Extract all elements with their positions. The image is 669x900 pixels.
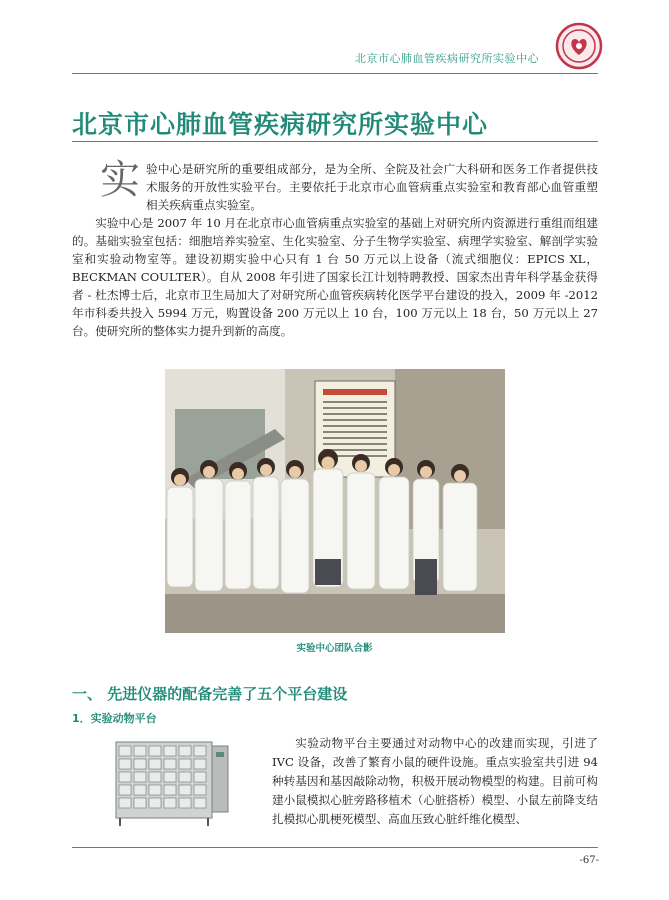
institute-seal-icon bbox=[555, 22, 603, 70]
section-heading: 一、 先进仪器的配备完善了五个平台建设 bbox=[72, 685, 348, 703]
team-photo bbox=[165, 369, 505, 633]
subsection-heading: 1．实验动物平台 bbox=[72, 712, 157, 725]
page-number: -67- bbox=[579, 855, 599, 866]
animal-platform-text bbox=[272, 734, 598, 829]
header-divider bbox=[72, 73, 598, 74]
intro-paragraph-1 bbox=[72, 157, 598, 214]
drop-cap: 实 bbox=[100, 157, 140, 203]
running-header: 北京市心肺血管疾病研究所实验中心 bbox=[355, 52, 539, 65]
intro-paragraph-1-text: 验中心是研究所的重要组成部分，是为全所、全院及社会广大科研和医务工作者提供技术服务的开放性实验平台。主要依托于北京市心血管病重点实验室和教育部心血管重塑相关疾病重点实验室。 bbox=[146, 162, 598, 212]
photo-caption: 实验中心团队合影 bbox=[296, 643, 373, 654]
footer-divider bbox=[72, 847, 598, 848]
animal-platform-paragraph: 实验动物平台主要通过对动物中心的改建而实现，引进了 IVC 设备，改善了繁育小鼠的硬件设施。重点实验室共引进 94 种转基因和基因敲除动物，积极开展动物模型的构建。目前可构建小鼠模拟心脏旁路移植术（心脏搭桥）模型、小鼠左前降支结扎模拟心肌梗死模型、高血压致心脏纤维化模型、 bbox=[272, 736, 598, 826]
ivc-rack-photo bbox=[112, 736, 234, 830]
intro-text bbox=[72, 157, 598, 340]
title-divider bbox=[72, 141, 598, 142]
intro-paragraph-2: 实验中心是 2007 年 10 月在北京市心血管病重点实验室的基础上对研究所内资源进行重组而组建的。基础实验室包括：细胞培养实验室、生化实验室、分子生物学实验室、病理学实验室、解剖学实验室和实验动物室等。建设初期实验中心只有 1 台 50 万元以上设备（流式细胞仪：EPICS XL，BECKMAN COULTER）。自从 2008 年引进了国家长江计划特聘教授、国家杰出青年科学基金获得者 - 杜杰博士后，北京市卫生局加大了对研究所心血管疾病转化医学平台建设的投入，2009 年 -2012 年市科委共投入 5994 万元，购置设备 200 万元以上 10 台，100 万元以上 18 台，50 万元以上 27 台。使研究所的整体实力提升到新的高度。 bbox=[72, 216, 598, 338]
page-title: 北京市心肺血管疾病研究所实验中心 bbox=[72, 110, 489, 139]
